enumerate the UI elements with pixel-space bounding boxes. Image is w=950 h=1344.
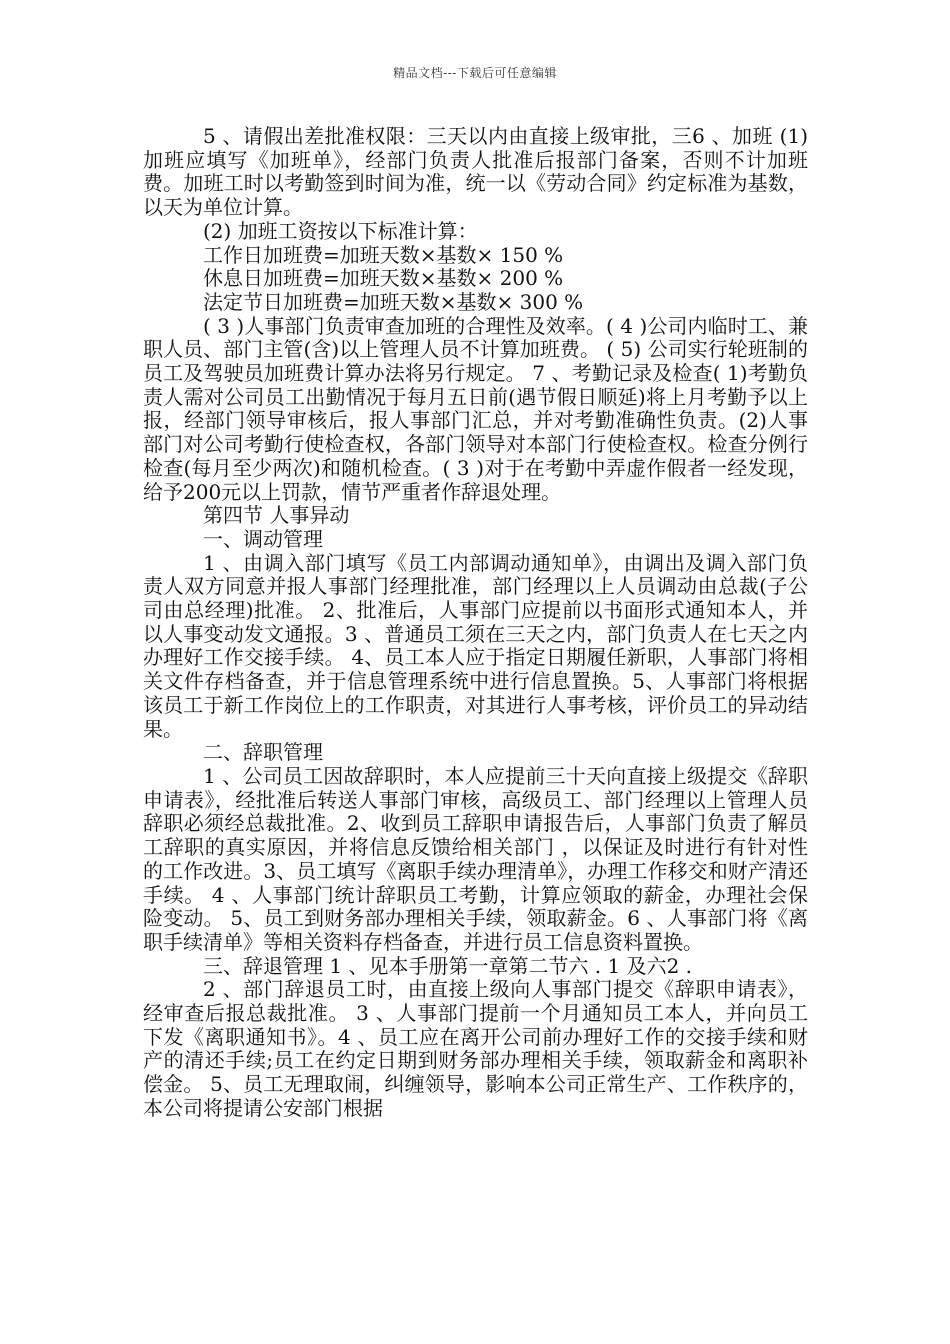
paragraph-restday-overtime: 休息日加班费=加班天数×基数× 200 % <box>203 266 564 291</box>
paragraph-leave-approval: 5 、请假出差批准权限：三天以内由直接上级审批，三6 、加班 (1)加班应填写《加班单》，经部门负责人批准后报部门备案，否则不计加班费。加班工时以考勤签到时间为准，统一以《劳动合同》约定标准为基数，以天为单位计算。 <box>143 124 808 220</box>
paragraph-resignation: 1 、公司员工因故辞职时，本人应提前三十天向直接上级提交《辞职申请表》，经批准后转送人事部门审核，高级员工、部门经理以上管理人员辞职必须经总裁批准。2、收到员工辞职申请报告后，人事部门负责了解员工辞职的真实原因，并将信息反馈给相关部门 ，以保证及时进行有针对性的工作改进。3、员工填写《离职手续办理清单》，办理工作移交和财产清还手续。 4 、人事部门统计辞职员工考勤，计算应领取的薪金，办理社会保险变动。 5、员工到财务部办理相关手续，领取薪金。6 、人事部门将《离职手续清单》等相关资料存档备查，并进行员工信息资料置换。 <box>143 763 808 954</box>
subheading-dismissal: 三、辞退管理 1 、见本手册第一章第二节六 . 1 及六2 . <box>203 953 693 978</box>
section-heading-personnel-change: 第四节 人事异动 <box>203 503 350 528</box>
subheading-resignation: 二、辞职管理 <box>203 740 323 765</box>
paragraph-transfer: 1 、由调入部门填写《员工内部调动通知单》，由调出及调入部门负责人双方同意并报人事部门经理批准，部门经理以上人员调动由总裁(子公司由总经理)批准。 2、批准后，人事部门应提前以书面形式通知本人，并以人事变动发文通报。3 、普通员工须在三天之内，部门负责人在七天之内办理好工作交接手续。 4、员工本人应于指定日期履任新职，人事部门将相关文件存档备查，并于信息管理系统中进行信息置换。5、人事部门将根据该员工于新工作岗位上的工作职责，对其进行人事考核，评价员工的异动结果。 <box>143 550 808 741</box>
paragraph-overtime-pay-intro: (2) 加班工资按以下标准计算： <box>203 218 478 243</box>
paragraph-dismissal: 2 、部门辞退员工时，由直接上级向人事部门提交《辞职申请表》，经审查后报总裁批准。 3 、人事部门提前一个月通知员工本人，并向员工下发《离职通知书》。4 、员工应在离开公司前办理好工作的交接手续和财产的清还手续;员工在约定日期到财务部办理相关手续，领取薪金和离职补偿金。 5、员工无理取闹，纠缠领导，影响本公司正常生产、工作秩序的，本公司将提请公安部门根据 <box>143 977 808 1120</box>
paragraph-attendance-check: ( 3 )人事部门负责审查加班的合理性及效率。( 4 )公司内临时工、兼职人员、部门主管(含)以上管理人员不计算加班费。 ( 5) 公司实行轮班制的员工及驾驶员加班费计算办法将另行规定。 7 、考勤记录及检查( 1)考勤负责人需对公司员工出勤情况于每月五日前(遇节假日顺延)将上月考勤予以上报，经部门领导审核后，报人事部门汇总，并对考勤准确性负责。(2)人事部门对公司考勤行使检查权，各部门领导对本部门行使检查权。检查分例行检查(每月至少两次)和随机检查。( 3 )对于在考勤中弄虚作假者一经发现，给予200元以上罚款，情节严重者作辞退处理。 <box>143 313 808 504</box>
document-body <box>143 125 808 1121</box>
subheading-transfer: 一、调动管理 <box>203 526 323 551</box>
paragraph-workday-overtime: 工作日加班费=加班天数×基数× 150 % <box>203 242 564 267</box>
page-header: 精品文档---下载后可任意编辑 <box>393 66 557 80</box>
paragraph-holiday-overtime: 法定节日加班费=加班天数×基数× 300 % <box>203 289 584 314</box>
